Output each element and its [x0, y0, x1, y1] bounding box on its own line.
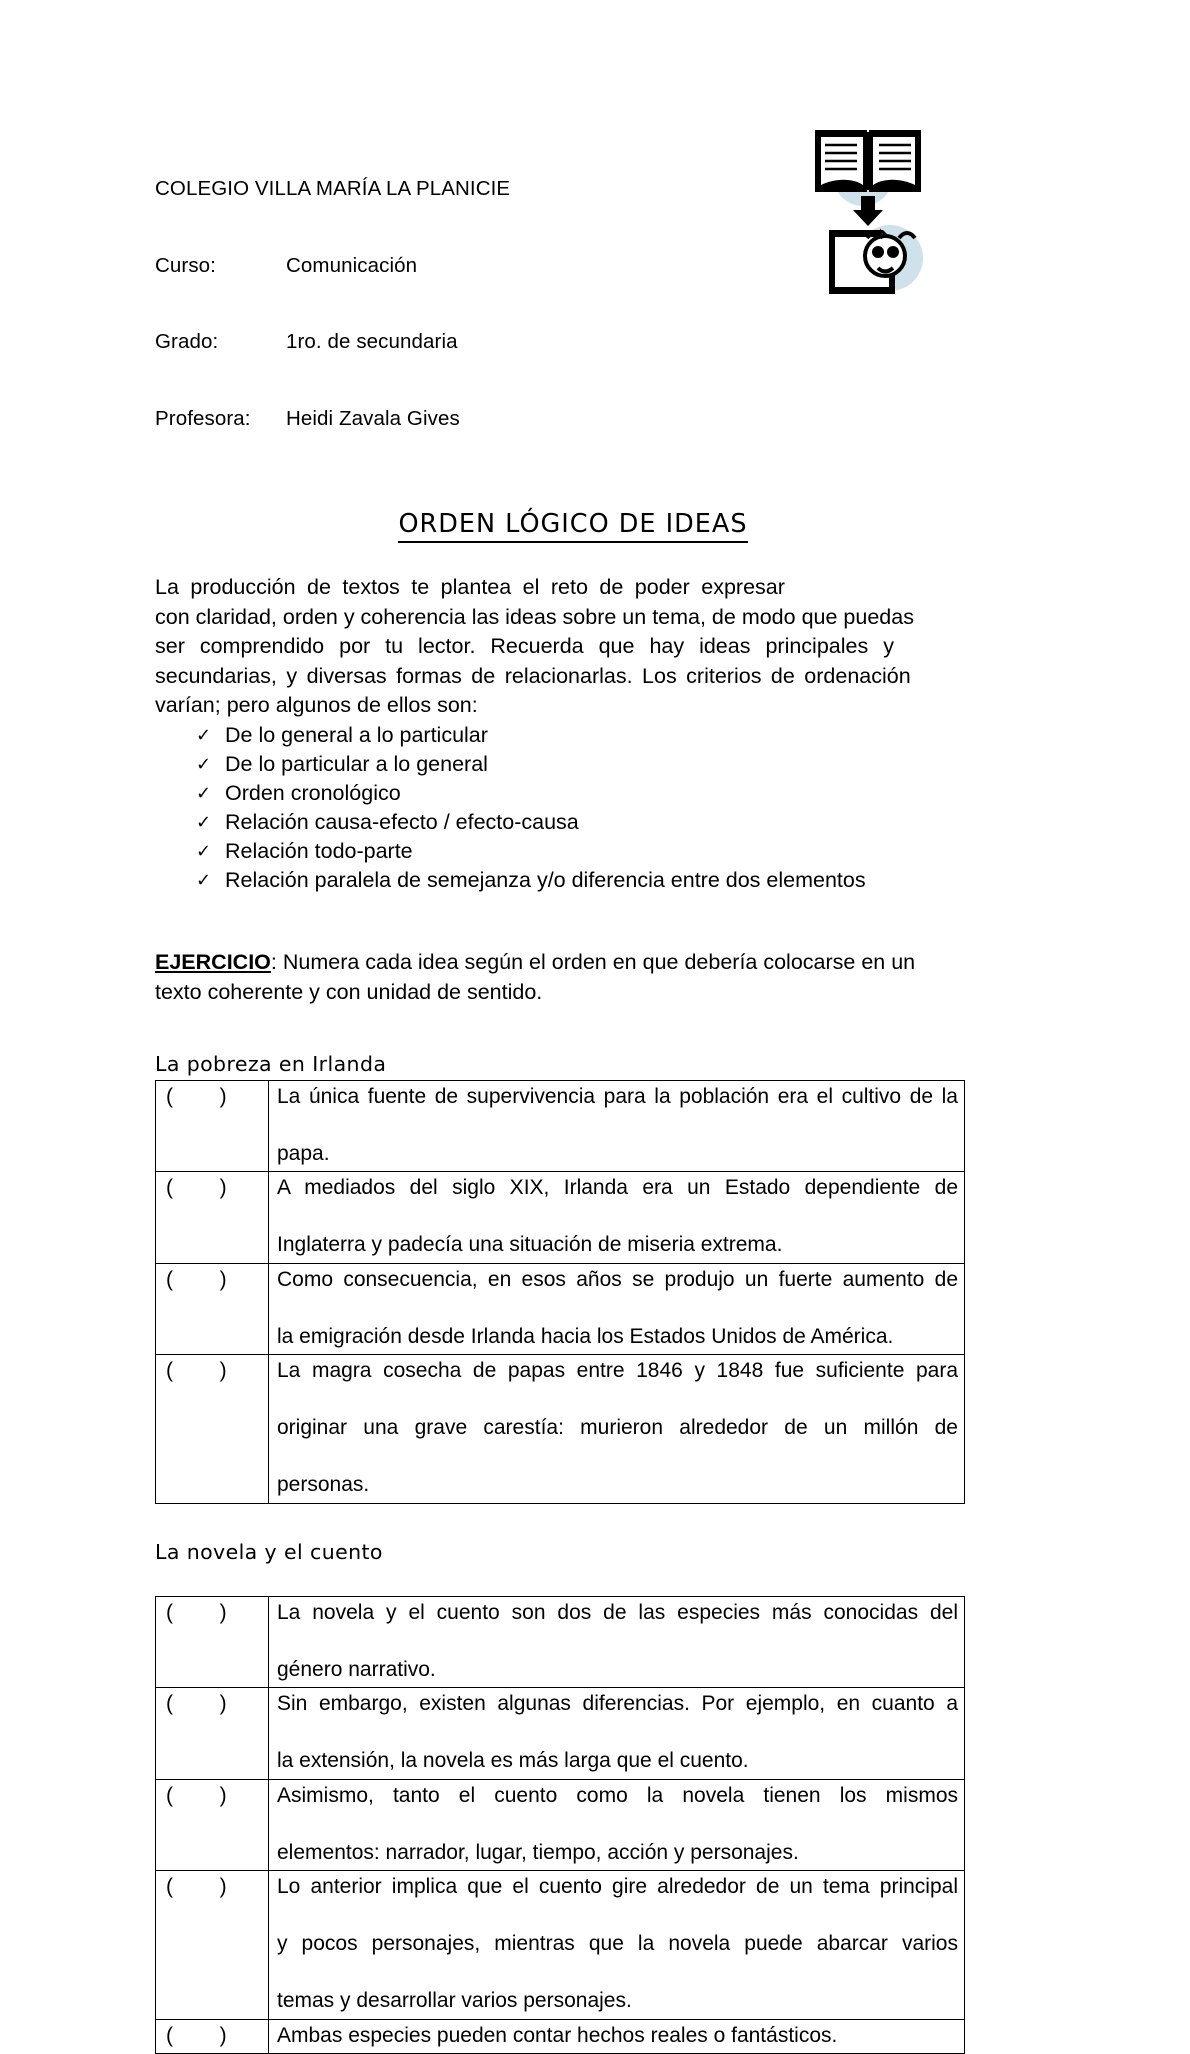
intro-line-5: varían; pero algunos de ellos son:	[155, 691, 973, 721]
table-row	[156, 1080, 965, 1172]
header-value-curso: Comunicación	[286, 253, 417, 279]
order-marker-cell[interactable]: ( )	[156, 2019, 269, 2054]
check-icon: ✓	[196, 866, 211, 895]
check-icon: ✓	[196, 779, 211, 808]
table-row	[156, 1688, 965, 1780]
check-icon: ✓	[196, 721, 211, 750]
idea-line: A mediados del siglo XIX, Irlanda era un Estado dependiente de	[277, 1174, 958, 1231]
ideas-table-pobreza-irlanda	[155, 1080, 965, 1504]
section-heading-pobreza-irlanda: La pobreza en Irlanda	[155, 1052, 973, 1076]
idea-line: Sin embargo, existen algunas diferencias. Por ejemplo, en cuanto a	[277, 1690, 958, 1747]
idea-line: la emigración desde Irlanda hacia los Estados Unidos de América.	[277, 1323, 958, 1352]
order-marker-cell[interactable]: ( )	[156, 1871, 269, 2020]
order-marker-cell[interactable]: ( )	[156, 1355, 269, 1504]
idea-text-cell	[269, 1871, 965, 2020]
table-row	[156, 1355, 965, 1504]
intro-line-3: ser comprendido por tu lector. Recuerda que hay ideas principales y	[155, 632, 973, 662]
table-row	[156, 1172, 965, 1264]
header-row-profesora	[155, 406, 973, 432]
table-row	[156, 1871, 965, 2020]
idea-line: personas.	[277, 1471, 958, 1500]
list-item-label: Relación todo-parte	[225, 839, 413, 863]
list-item-label: Relación paralela de semejanza y/o diferencia entre dos elementos	[225, 868, 866, 892]
page-title-text: ORDEN LÓGICO DE IDEAS	[398, 509, 747, 543]
exercise-instruction	[155, 947, 973, 1007]
idea-line: temas y desarrollar varios personajes.	[277, 1987, 958, 2016]
idea-line: Como consecuencia, en esos años se produjo un fuerte aumento de	[277, 1266, 958, 1323]
header-label-grado: Grado:	[155, 329, 286, 355]
list-item	[155, 721, 973, 750]
exercise-line-2: texto coherente y con unidad de sentido.	[155, 977, 973, 1007]
header-label-profesora: Profesora:	[155, 406, 286, 432]
list-item	[155, 750, 973, 779]
idea-text-cell	[269, 1688, 965, 1780]
idea-text-cell	[269, 2019, 965, 2054]
ideas-table-novela-cuento	[155, 1596, 965, 2054]
idea-line: la extensión, la novela es más larga que el cuento.	[277, 1747, 958, 1776]
list-item-label: Relación causa-efecto / efecto-causa	[225, 810, 579, 834]
list-item-label: Orden cronológico	[225, 781, 401, 805]
order-marker-cell[interactable]: ( )	[156, 1596, 269, 1688]
intro-line-1: La producción de textos te plantea el reto de poder expresar	[155, 573, 973, 603]
idea-line: género narrativo.	[277, 1656, 958, 1685]
list-item	[155, 779, 973, 808]
table-row	[156, 2019, 965, 2054]
header-value-profesora: Heidi Zavala Gives	[286, 406, 460, 432]
check-icon: ✓	[196, 808, 211, 837]
order-marker-cell[interactable]: ( )	[156, 1688, 269, 1780]
check-icon: ✓	[196, 750, 211, 779]
list-item	[155, 808, 973, 837]
order-marker-cell[interactable]: ( )	[156, 1172, 269, 1264]
exercise-line-1	[155, 947, 973, 977]
idea-text-cell	[269, 1355, 965, 1504]
school-name: COLEGIO VILLA MARÍA LA PLANICIE	[155, 176, 973, 202]
idea-line: La única fuente de supervivencia para la población era el cultivo de la	[277, 1083, 958, 1140]
idea-line: Inglaterra y padecía una situación de miseria extrema.	[277, 1231, 958, 1260]
idea-line: Asimismo, tanto el cuento como la novela tienen los mismos	[277, 1782, 958, 1839]
order-marker-cell[interactable]: ( )	[156, 1779, 269, 1871]
section-heading-novela-cuento: La novela y el cuento	[155, 1540, 973, 1564]
header-label-curso: Curso:	[155, 253, 286, 279]
order-marker-cell[interactable]: ( )	[156, 1263, 269, 1355]
exercise-text-1: : Numera cada idea según el orden en que debería colocarse en un	[271, 950, 915, 974]
intro-paragraph	[155, 573, 973, 721]
intro-line-2: con claridad, orden y coherencia las ideas sobre un tema, de modo que puedas	[155, 603, 973, 633]
idea-line: elementos: narrador, lugar, tiempo, acción y personajes.	[277, 1839, 958, 1868]
idea-line: Lo anterior implica que el cuento gire alrededor de un tema principal	[277, 1873, 958, 1930]
header-row-grado	[155, 329, 973, 355]
exercise-keyword: EJERCICIO	[155, 950, 271, 974]
check-icon: ✓	[196, 837, 211, 866]
list-item	[155, 866, 973, 895]
idea-line: La novela y el cuento son dos de las especies más conocidas del	[277, 1599, 958, 1656]
intro-line-4: secundarias, y diversas formas de relacionarlas. Los criterios de ordenación	[155, 662, 973, 692]
idea-text-cell	[269, 1172, 965, 1264]
idea-text-cell	[269, 1779, 965, 1871]
page-title	[155, 509, 973, 539]
idea-line: Ambas especies pueden contar hechos reales o fantásticos.	[277, 2022, 958, 2051]
header-value-grado: 1ro. de secundaria	[286, 329, 458, 355]
table-row	[156, 1263, 965, 1355]
list-item-label: De lo particular a lo general	[225, 752, 488, 776]
table-row	[156, 1779, 965, 1871]
table-row	[156, 1596, 965, 1688]
idea-line: papa.	[277, 1140, 958, 1169]
idea-line: originar una grave carestía: murieron alrededor de un millón de	[277, 1414, 958, 1471]
document-body	[155, 125, 973, 2054]
idea-text-cell	[269, 1596, 965, 1688]
school-header	[155, 125, 973, 482]
order-marker-cell[interactable]: ( )	[156, 1080, 269, 1172]
idea-text-cell	[269, 1263, 965, 1355]
header-row-curso	[155, 253, 973, 279]
criteria-list	[155, 721, 973, 895]
idea-line: La magra cosecha de papas entre 1846 y 1848 fue suficiente para	[277, 1357, 958, 1414]
list-item-label: De lo general a lo particular	[225, 723, 488, 747]
list-item	[155, 837, 973, 866]
idea-line: y pocos personajes, mientras que la novela puede abarcar varios	[277, 1930, 958, 1987]
idea-text-cell	[269, 1080, 965, 1172]
